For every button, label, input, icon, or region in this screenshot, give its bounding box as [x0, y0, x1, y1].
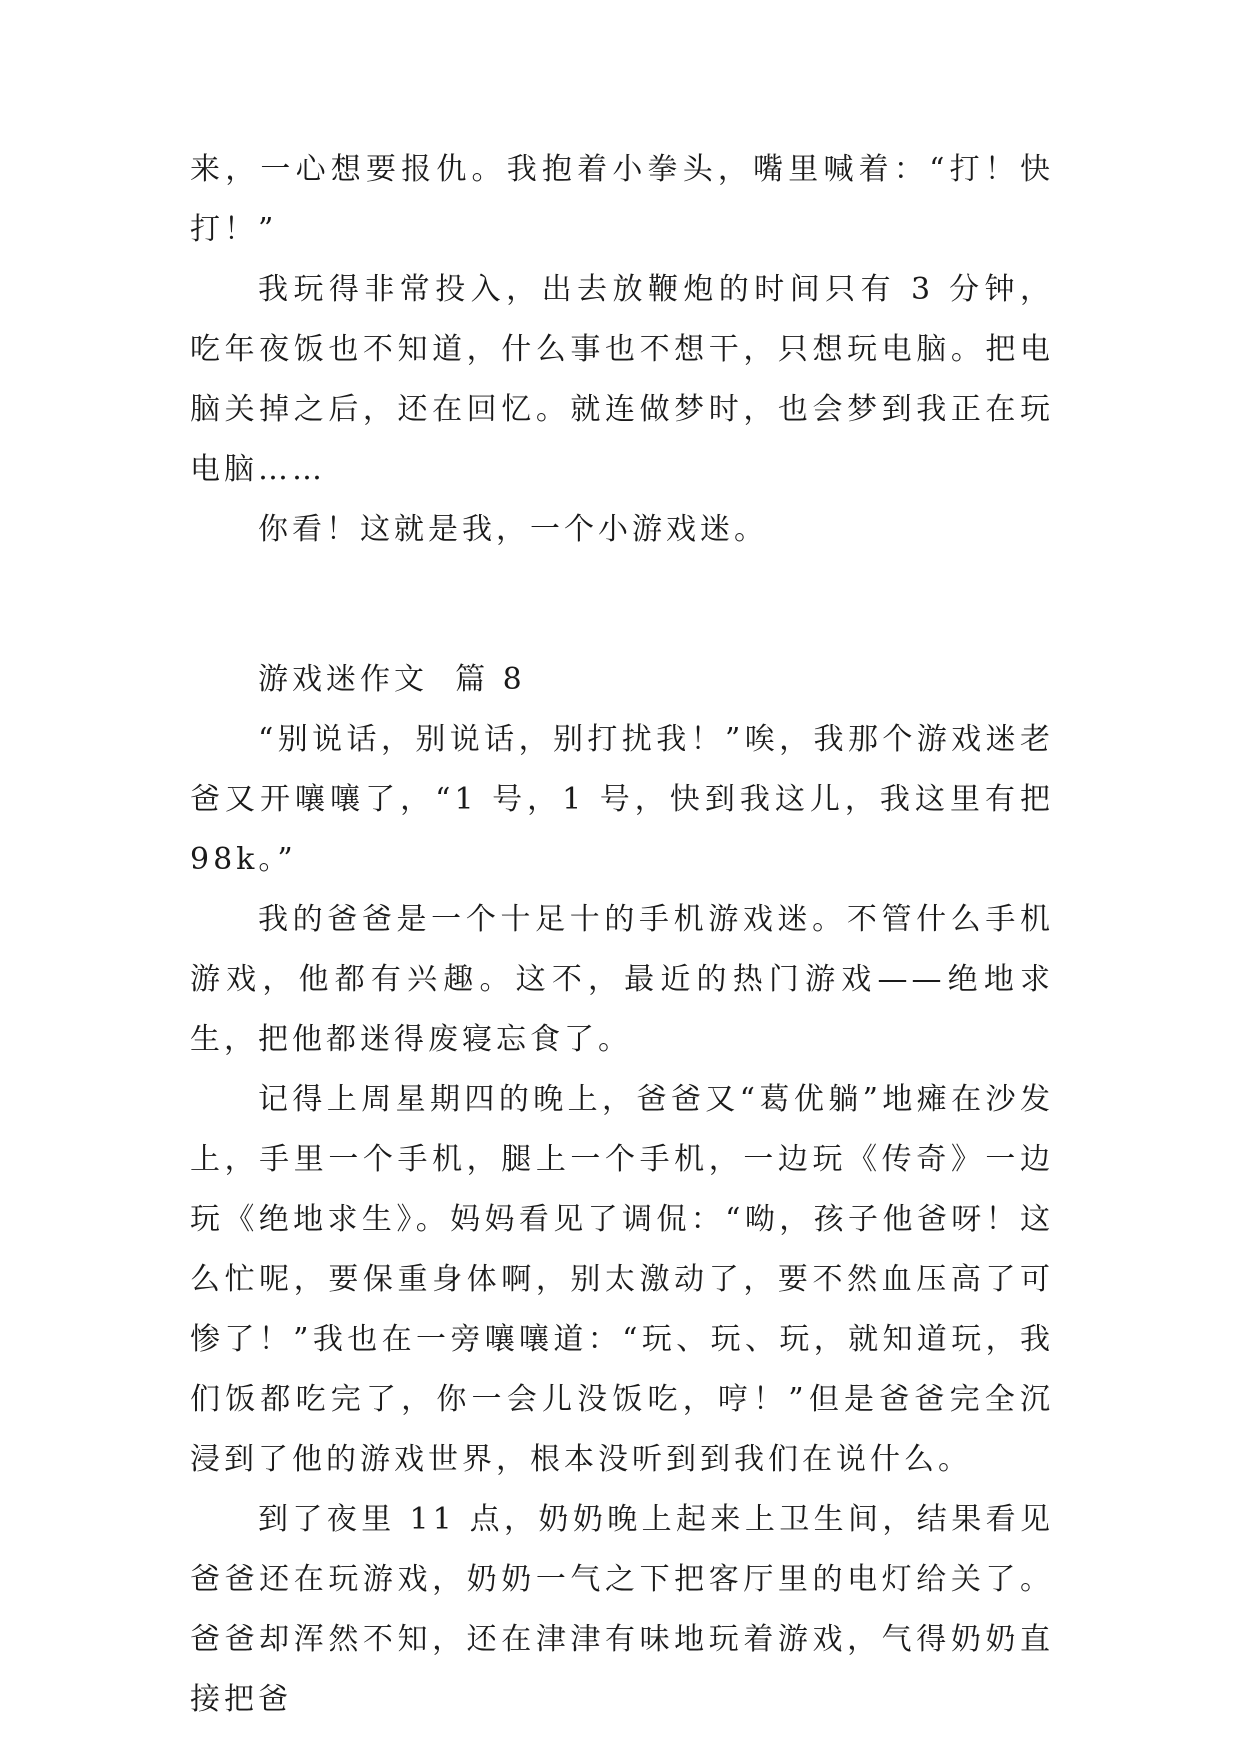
paragraph: “别说话，别说话，别打扰我！”唉，我那个游戏迷老爸又开嚷嚷了，“1 号，1 号，快到我这儿，我这里有把 98k。”	[190, 722, 1054, 877]
paragraph: 记得上周星期四的晚上，爸爸又“葛优躺”地瘫在沙发上，手里一个手机，腿上一个手机，一边玩《传奇》一边玩《绝地求生》。妈妈看见了调侃：“呦，孩子他爸呀！这么忙呢，要保重身体啊，别太激动了，要不然血压高了可惨了！”我也在一旁嚷嚷道：“玩、玩、玩，就知道玩，我们饭都吃完了，你一会儿没饭吃，哼！”但是爸爸完全沉浸到了他的游戏世界，根本没听到到我们在说什么。	[190, 1082, 1054, 1477]
paragraph-continued: 来，一心想要报仇。我抱着小拳头，嘴里喊着：“打！快打！”	[190, 152, 1054, 247]
paragraph: 到了夜里 11 点，奶奶晚上起来上卫生间，结果看见爸爸还在玩游戏，奶奶一气之下把客厅里的电灯给关了。爸爸却浑然不知，还在津津有味地玩着游戏，气得奶奶直接把爸	[190, 1502, 1054, 1717]
essay-heading: 游戏迷作文 篇 8	[258, 662, 526, 697]
section-gap	[190, 560, 1054, 650]
paragraph: 我玩得非常投入，出去放鞭炮的时间只有 3 分钟，吃年夜饭也不知道，什么事也不想干，只想玩电脑。把电脑关掉之后，还在回忆。就连做梦时，也会梦到我正在玩电脑……	[190, 272, 1054, 487]
paragraph: 你看！这就是我，一个小游戏迷。	[258, 512, 768, 547]
document-body	[190, 140, 1054, 1730]
paragraph: 我的爸爸是一个十足十的手机游戏迷。不管什么手机游戏，他都有兴趣。这不，最近的热门游戏——绝地求生，把他都迷得废寝忘食了。	[190, 902, 1054, 1057]
